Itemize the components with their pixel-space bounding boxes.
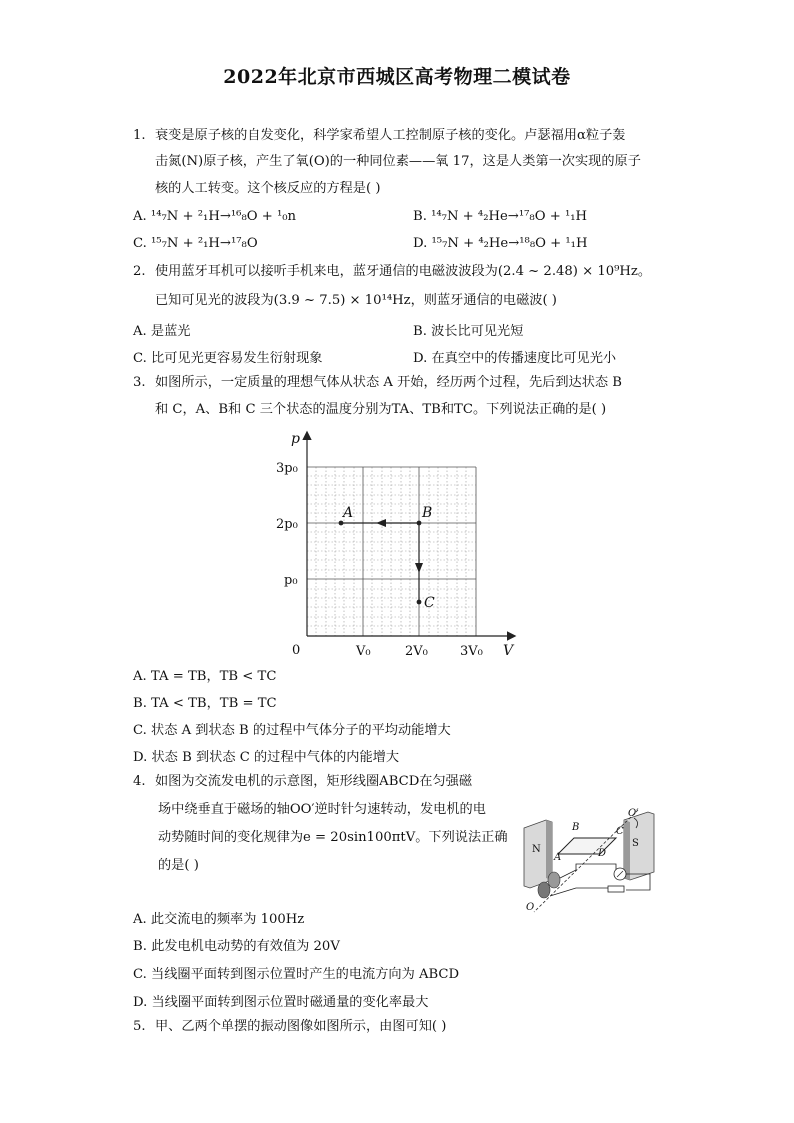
q1-stem-line-3: 核的人工转变。这个核反应的方程是( ): [155, 181, 381, 196]
q5-number: 5.: [133, 1019, 146, 1034]
q4-option-a: A. 此交流电的频率为 100Hz: [133, 912, 305, 927]
q3-option-b: B. TA < TB，TB = TC: [133, 696, 277, 711]
axis-o-prime-label: O′: [628, 808, 639, 819]
y-tick-3p0: 3p₀: [276, 461, 298, 476]
q2-option-b: B. 波长比可见光短: [413, 324, 524, 339]
q2-number: 2.: [133, 264, 146, 279]
magnet-n-label: N: [532, 844, 541, 855]
q1-stem-line-2: 击氮(N)原子核，产生了氧(O)的一种同位素——氧 17，这是人类第一次实现的原子: [155, 154, 641, 169]
q4-stem-line-4: 的是( ): [158, 858, 199, 873]
x-axis-label: V: [503, 643, 514, 659]
q2-stem-line-2: 已知可见光的波段为(3.9 ~ 7.5) × 10¹⁴Hz，则蓝牙通信的电磁波( ): [155, 293, 557, 308]
q2-option-d: D. 在真空中的传播速度比可见光小: [413, 351, 617, 366]
q4-option-b: B. 此发电机电动势的有效值为 20V: [133, 939, 340, 954]
q3-option-c: C. 状态 A 到状态 B 的过程中气体分子的平均动能增大: [133, 723, 451, 738]
point-b-label: B: [422, 505, 433, 521]
q4-option-d: D. 当线圈平面转到图示位置时磁通量的变化率最大: [133, 995, 429, 1010]
q1-option-b: B. ¹⁴₇N + ⁴₂He→¹⁷₈O + ¹₁H: [413, 209, 588, 224]
q2-option-c: C. 比可见光更容易发生衍射现象: [133, 351, 323, 366]
point-c-label: C: [424, 595, 435, 611]
q4-option-c: C. 当线圈平面转到图示位置时产生的电流方向为 ABCD: [133, 967, 460, 982]
q4-number: 4.: [133, 774, 146, 789]
magnet-s-label: S: [632, 838, 639, 849]
x-tick-3v0: 3V₀: [460, 644, 483, 659]
q1-number: 1.: [133, 128, 146, 143]
q3-number: 3.: [133, 375, 146, 390]
q2-option-a: A. 是蓝光: [133, 324, 191, 339]
y-tick-2p0: 2p₀: [276, 517, 298, 532]
origin-label: 0: [292, 643, 301, 658]
generator-diagram: [516, 808, 666, 914]
q2-stem-line-1: 2. 使用蓝牙耳机可以接听手机来电，蓝牙通信的电磁波波段为(2.4 ~ 2.48) × 10⁹Hz。: [133, 264, 652, 279]
q1-stem-line-1: 1. 衰变是原子核的自发变化，科学家希望人工控制原子核的变化。卢瑟福用α粒子轰: [133, 128, 626, 143]
x-tick-2v0: 2V₀: [405, 644, 428, 659]
coil-c-label: C: [616, 826, 624, 837]
q3-option-a: A. TA = TB，TB < TC: [133, 669, 277, 684]
coil-b-label: B: [572, 822, 580, 833]
x-tick-v0: V₀: [356, 644, 371, 659]
y-axis-label: p: [291, 431, 300, 447]
page-title: 2022年北京市西城区高考物理二模试卷: [223, 66, 571, 88]
y-tick-p0: p₀: [284, 573, 298, 588]
q1-option-c: C. ¹⁵₇N + ²₁H→¹⁷₈O: [133, 236, 258, 251]
coil-a-label: A: [554, 852, 562, 863]
q4-stem-line-1: 4. 如图为交流发电机的示意图，矩形线圈ABCD在匀强磁: [133, 774, 473, 789]
axis-o-label: O: [526, 902, 535, 913]
q3-stem-line-1: 3. 如图所示，一定质量的理想气体从状态 A 开始，经历两个过程，先后到达状态 B: [133, 375, 622, 390]
q3-option-d: D. 状态 B 到状态 C 的过程中气体的内能增大: [133, 750, 400, 765]
q5-stem-line-1: 5. 甲、乙两个单摆的振动图像如图所示，由图可知( ): [133, 1019, 447, 1034]
q4-stem-line-2: 场中绕垂直于磁场的轴OO′逆时针匀速转动，发电机的电: [158, 802, 486, 817]
q4-stem-line-3: 动势随时间的变化规律为e = 20sin100πtV。下列说法正确: [158, 830, 508, 845]
q1-option-d: D. ¹⁵₇N + ⁴₂He→¹⁸₈O + ¹₁H: [413, 236, 588, 251]
q3-stem-line-2: 和 C，A、B和 C 三个状态的温度分别为TA、TB和TC。下列说法正确的是( ): [155, 402, 607, 417]
pv-diagram: [276, 425, 526, 665]
q1-option-a: A. ¹⁴₇N + ²₁H→¹⁶₈O + ¹₀n: [133, 209, 297, 224]
coil-d-label: D: [598, 848, 607, 859]
point-a-label: A: [343, 505, 354, 521]
